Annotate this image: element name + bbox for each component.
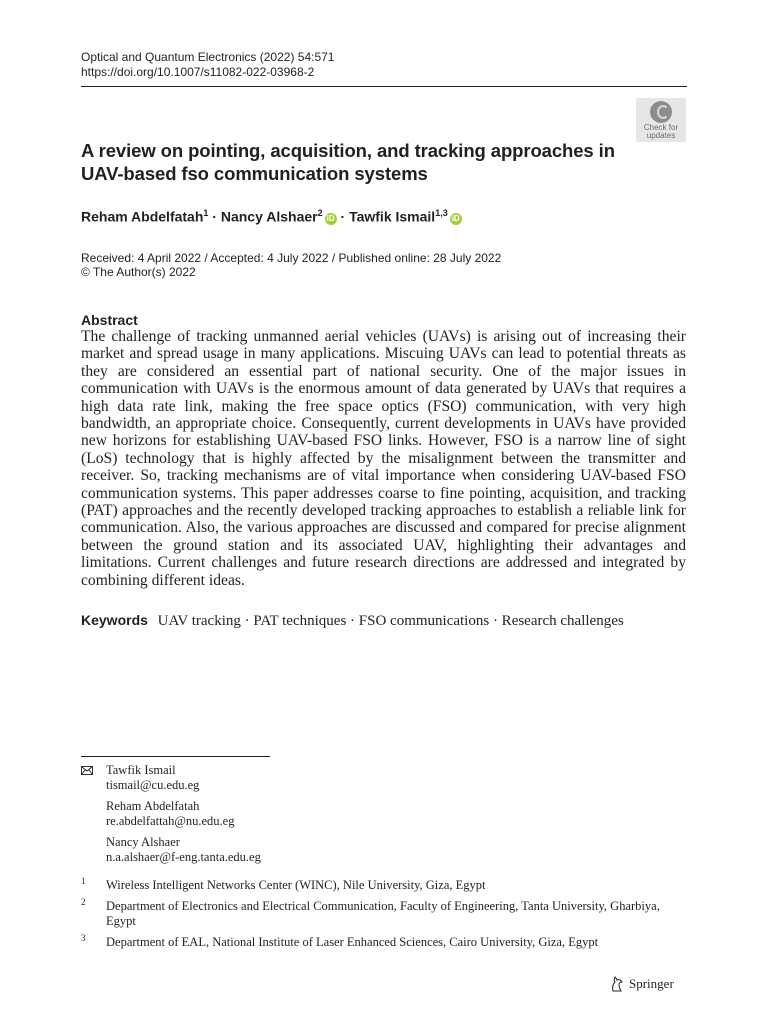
badge-label: Check for updates [643,123,679,140]
affiliation-item [81,899,687,929]
author-separator: · [336,208,350,225]
author-name[interactable]: Reham Abdelfatah [81,208,204,225]
update-icon [650,101,672,123]
affiliations [81,878,687,956]
publisher-name: Springer [629,976,674,991]
contact-name: Reham Abdelfatah [106,799,200,813]
mail-icon [81,766,93,775]
keywords-text: UAV tracking · PAT techniques · FSO communications · Research challenges [157,613,624,629]
affiliation-item [81,935,687,950]
springer-horse-icon [610,976,624,992]
journal-citation: Optical and Quantum Electronics (2022) 54:571 [81,50,335,64]
doi-link[interactable]: https://doi.org/10.1007/s11082-022-03968-2 [81,65,315,79]
correspondence-block [81,763,261,871]
contact-email[interactable]: re.abdelfattah@nu.edu.eg [106,814,235,828]
journal-header [81,50,334,80]
footnote-rule [81,756,270,757]
affiliation-number: 1 [81,876,86,886]
author-affiliation-mark: 2 [317,208,323,218]
copyright-line: © The Author(s) 2022 [81,265,196,279]
author-name[interactable]: Tawfik Ismail [349,208,436,225]
check-for-updates-badge[interactable] [636,98,686,142]
history-dates: Received: 4 April 2022 / Accepted: 4 July 2022 / Published online: 28 July 2022 [81,251,502,265]
paper-title: A review on pointing, acquisition, and tracking approaches in UAV-based fso communication systems [81,140,615,184]
author-affiliation-mark: 1,3 [435,208,448,218]
orcid-icon[interactable]: iD [451,213,460,223]
orcid-icon[interactable]: iD [326,213,335,223]
affiliation-item [81,878,687,893]
keywords-label: Keywords [81,612,148,628]
author-name[interactable]: Nancy Alshaer [220,208,318,225]
header-rule [81,86,687,87]
contact-email[interactable]: n.a.alshaer@f-eng.tanta.edu.eg [106,850,261,864]
publisher-logo [610,976,674,992]
contact-name: Tawfik Ismail [106,763,176,777]
affiliation-text: Wireless Intelligent Networks Center (WINC), Nile University, Giza, Egypt [106,878,486,892]
contact-entry [106,835,261,865]
abstract-text: The challenge of tracking unmanned aerial vehicles (UAVs) is arising out of increasing their market and spread usage in many applications. Miscuing UAVs can lead to potential threats as they are considered an essential part of national security. One of the major issues in communication with UAVs is the enormous amount of data generated by UAVs that requires a high data rate link, making the free space optics (FSO) communication, with very high bandwidth, an appropriate choice. Consequently, current developments in UAVs have provided new horizons for establishing UAV-based FSO links. However, FSO is a narrow line of sight (LoS) technology that is highly affected by the misalignment between the transmitter and receiver. So, tracking mechanisms are of vital importance when considering UAV-based FSO communication systems. This paper addresses coarse to fine pointing, acquisition, and tracking (PAT) approaches and the recently developed tracking approaches to establish a reliable link for communication. Also, the various approaches are discussed and compared for precise alignment between the ground station and its associated UAV, highlighting their advantages and limitations. Current challenges and future research directions are addressed and integrated by combining different ideas. [81,328,686,589]
keywords [81,611,687,630]
author-list [81,208,462,225]
affiliation-number: 2 [81,897,86,907]
publication-dates [81,251,501,279]
affiliation-text: Department of EAL, National Institute of Laser Enhanced Sciences, Cairo University, Giza, Egypt [106,935,599,949]
author-separator: · [208,208,221,225]
author-affiliation-mark: 1 [203,208,209,218]
contact-entry [106,799,261,829]
abstract-heading: Abstract [81,312,138,328]
affiliation-number: 3 [81,933,86,943]
contact-name: Nancy Alshaer [106,835,180,849]
contact-email[interactable]: tismail@cu.edu.eg [106,778,200,792]
affiliation-text: Department of Electronics and Electrical Communication, Faculty of Engineering, Tanta University, Gharbiya, Egypt [106,899,660,928]
contact-entry [106,763,261,793]
